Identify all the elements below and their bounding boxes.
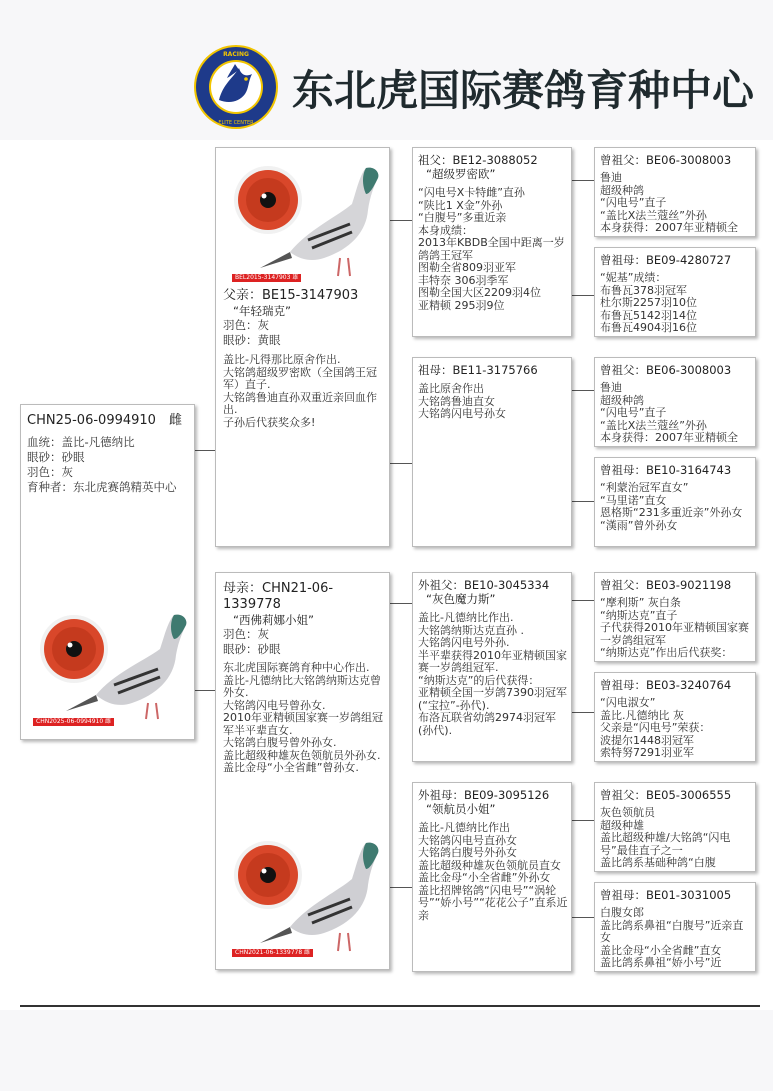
granddam-paternal-description: 盖比原舍作出 大铭鸽鲁迪直女 大铭鸽闪电号孙女 bbox=[418, 382, 506, 420]
connector bbox=[572, 600, 594, 601]
connector bbox=[572, 917, 594, 918]
ggp-description: “妮基”成绩： 布鲁瓦378羽冠军 杜尔斯2257羽10位 布鲁瓦5142羽14位 布鲁瓦4904羽16位 bbox=[600, 271, 697, 334]
sire-nickname: “年轻瑞克” bbox=[233, 304, 291, 318]
sire-photo-ring-mark: BEL2015-3147903 雄 bbox=[232, 274, 301, 282]
grandsire-paternal-nickname: “超级罗密欧” bbox=[426, 167, 496, 181]
ggp-description: 灰色领航员 超级种雄 盖比超级种雄/大铭鸽“闪电号”最佳直子之一 盖比鸽系基础种鸽“白腹 bbox=[600, 806, 731, 869]
footer-background bbox=[0, 1010, 773, 1091]
dam-description: 东北虎国际赛鸽育种中心作出. 盖比-凡德纳比大铭鸽纳斯达克曾外女. 大铭鸽闪电号曾孙女. 2010年亚精顿国家赛一岁鸽组冠军半平辈直女. 大铭鸽白腹号曾外孙女. 盖比超级种雄灰色领航员外孙女. 盖比金母“小全省雌”曾孙女. bbox=[223, 661, 383, 774]
grandsire-maternal-ring: 外祖父：BE10-3045334 bbox=[418, 578, 550, 592]
subject-card bbox=[20, 404, 195, 740]
sire-color: 羽色：灰 bbox=[223, 318, 269, 332]
sire-eye: 眼砂：黄眼 bbox=[223, 333, 281, 347]
ggp-ring: 曾祖母：BE03-3240764 bbox=[600, 678, 732, 692]
ggp-description: “摩利斯” 灰白条 “纳斯达克”直子 子代获得2010年亚精顿国家赛一岁鸽组冠军 “纳斯达克”作出后代获奖： bbox=[600, 596, 749, 659]
org-title: 东北虎国际赛鸽育种中心 bbox=[292, 66, 755, 115]
ggp-ring: 曾祖父：BE05-3006555 bbox=[600, 788, 732, 802]
connector bbox=[390, 463, 412, 464]
svg-text:ELITE CENTER: ELITE CENTER bbox=[218, 120, 254, 126]
dam-photo bbox=[228, 831, 383, 959]
granddam-paternal-ring: 祖母：BE11-3175766 bbox=[418, 363, 538, 377]
grandsire-maternal-description: 盖比-凡德纳比作出. 大铭鸽纳斯达克直孙 . 大铭鸽闪电号外孙. 半平辈获得2010年亚精顿国家赛一岁鸽组冠军. “纳斯达克”的后代获得： 亚精顿全国一岁鸽7390羽冠军(“宝拉”-孙代). 布洛瓦联省幼鸽2974羽冠军(孙代). bbox=[418, 611, 567, 737]
ggp-ring: 曾祖母：BE09-4280727 bbox=[600, 253, 732, 267]
subject-sex: 雌 bbox=[168, 413, 182, 428]
dam-nickname: “西佛莉娜小姐” bbox=[233, 613, 314, 627]
granddam-maternal-nickname: “领航员小姐” bbox=[426, 802, 496, 816]
dam-photo-ring-mark: CHN2021-06-1339778 雌 bbox=[232, 949, 313, 957]
ggp-card bbox=[594, 882, 756, 972]
ggp-card bbox=[594, 572, 756, 662]
grandsire-paternal-description: “闪电号X卡特雌”直孙 “陕比1 X金”外孙 “白腹号”多重近亲 本身成绩： 2013年KBDB全国中距离一岁鸽鸽王冠军 图勒全省809羽亚军 丰特奈 306羽季军 图勒全国大区2209羽4位 亚精顿 295羽9位 bbox=[418, 186, 565, 312]
sire-ring: 父亲：BE15-3147903 bbox=[223, 288, 359, 303]
grandsire-maternal-nickname: “灰色魔力斯” bbox=[426, 592, 496, 606]
grandsire-maternal-card bbox=[412, 572, 572, 762]
connector bbox=[572, 501, 594, 502]
dam-ring: 母亲：CHN21-06-1339778 bbox=[223, 581, 334, 612]
sire-card bbox=[215, 147, 390, 547]
ggp-description: “闪电淑女” 盖比.凡德纳比 灰 父亲是“闪电号”荣获： 波提尔1448羽冠军 索特努7291羽亚军 bbox=[600, 696, 711, 759]
ggp-card bbox=[594, 672, 756, 762]
granddam-maternal-ring: 外祖母：BE09-3095126 bbox=[418, 788, 550, 802]
footer-divider bbox=[20, 1005, 760, 1007]
ggp-ring: 曾祖父：BE06-3008003 bbox=[600, 363, 732, 377]
connector bbox=[572, 180, 594, 181]
subject-photo-ring-mark: CHN2025-06-0994910 雌 bbox=[33, 718, 114, 726]
ggp-ring: 曾祖父：BE03-9021198 bbox=[600, 578, 732, 592]
connector bbox=[572, 712, 594, 713]
dam-color: 羽色：灰 bbox=[223, 627, 269, 641]
dam-card bbox=[215, 572, 390, 970]
ggp-card bbox=[594, 247, 756, 337]
ggp-ring: 曾祖母：BE01-3031005 bbox=[600, 888, 732, 902]
ggp-card bbox=[594, 147, 756, 237]
granddam-maternal-card bbox=[412, 782, 572, 972]
connector bbox=[195, 450, 215, 451]
connector bbox=[572, 390, 594, 391]
sire-photo bbox=[228, 156, 383, 284]
connector bbox=[572, 820, 594, 821]
ggp-ring: 曾祖母：BE10-3164743 bbox=[600, 463, 732, 477]
connector bbox=[390, 603, 412, 604]
ggp-card bbox=[594, 782, 756, 872]
dam-eye: 眼砂：砂眼 bbox=[223, 642, 281, 656]
ggp-card bbox=[594, 457, 756, 547]
grandsire-paternal-card bbox=[412, 147, 572, 337]
grandsire-paternal-ring: 祖父：BE12-3088052 bbox=[418, 153, 538, 167]
ggp-card bbox=[594, 357, 756, 447]
connector bbox=[390, 220, 412, 221]
connector bbox=[572, 295, 594, 296]
ggp-ring: 曾祖父：BE06-3008003 bbox=[600, 153, 732, 167]
connector bbox=[195, 690, 215, 691]
granddam-paternal-card bbox=[412, 357, 572, 547]
subject-photo bbox=[36, 603, 191, 728]
svg-text:RACING: RACING bbox=[223, 51, 249, 58]
subject-info: 血统：盖比-凡德纳比 眼砂：砂眼 羽色：灰 育种者：东北虎赛鸽精英中心 bbox=[27, 435, 177, 494]
ggp-description: 鲁迪 超级种鸽 “闪电号”直子 “盖比X法兰蔻丝”外孙 本身获得：2007年亚精顿全 bbox=[600, 381, 738, 444]
ggp-description: 白腹女郎 盖比鸽系鼻祖“白腹号”近亲直女 盖比金母“小全省雌”直女 盖比鸽系鼻祖“娇小号”近 bbox=[600, 906, 744, 969]
granddam-maternal-description: 盖比-凡德纳比作出 大铭鸽闪电号直孙女 大铭鸽白腹号外孙女 盖比超级种雄灰色领航员直女 盖比金母“小全省雌”外孙女 盖比招牌铭鸽“闪电号”“涡轮号”“娇小号”“花花公子”直系近亲 bbox=[418, 821, 568, 922]
sire-description: 盖比-凡得那比原舍作出. 大铭鸽超级罗密欧（全国鸽王冠军）直子. 大铭鸽鲁迪直孙双重近亲回血作出. 子孙后代获奖众多! bbox=[223, 353, 377, 429]
ggp-description: “利蒙治冠军直女” “马里诺”直女 恩格斯“231多重近亲”外孙女 “漢雨”曾外孙女 bbox=[600, 481, 743, 532]
subject-ring: CHN25-06-0994910 雌 bbox=[27, 413, 182, 428]
ggp-description: 鲁迪 超级种鸽 “闪电号”直子 “盖比X法兰蔻丝”外孙 本身获得：2007年亚精顿全 bbox=[600, 171, 738, 234]
racing-pigeon-logo bbox=[193, 44, 279, 130]
connector bbox=[390, 887, 412, 888]
